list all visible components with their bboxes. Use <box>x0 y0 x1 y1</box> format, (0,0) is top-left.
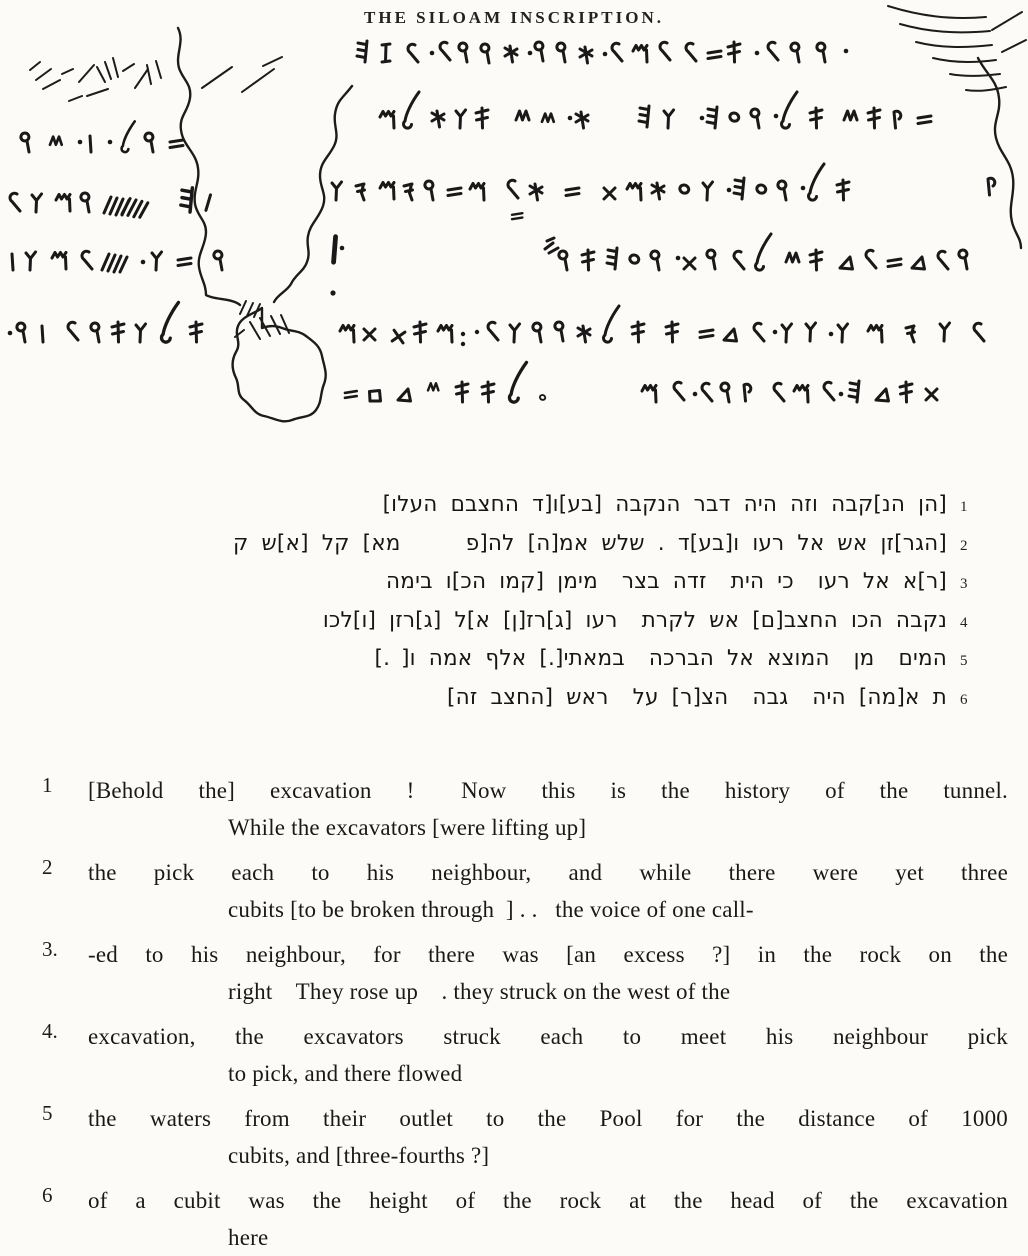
translation-item-4 <box>38 1018 1008 1092</box>
word-divider-dots <box>8 49 849 397</box>
translation-item-5 <box>38 1100 1008 1174</box>
line-number: 2 <box>960 537 968 554</box>
translation-line-main: of a cubit was the height of the rock at the head of the excavation <box>88 1188 1008 1213</box>
line-number: 6 <box>960 691 968 708</box>
hebrew-line-4 <box>60 608 980 647</box>
hebrew-line-5 <box>60 646 980 685</box>
translation-item-2 <box>38 854 1008 928</box>
translation-item-1 <box>38 772 1008 846</box>
translation-line-continuation: cubits [to be broken through ] . . the voice of one call- <box>228 897 754 922</box>
hebrew-text: [הן הנ]קבה וזה היה דבר הנקבה [בע]ו[ד החצבם העלו] <box>382 492 947 517</box>
hebrew-line-2 <box>60 531 980 570</box>
line-number: 3 <box>960 576 968 592</box>
hebrew-line-6 <box>60 685 980 724</box>
translation-line-continuation: to pick, and there flowed <box>228 1061 463 1086</box>
translation-line-main: -ed to his neighbour, for there was [an excess ?] in the rock on the <box>88 942 1008 967</box>
facsimile-drawing <box>0 0 1028 462</box>
crack-lines <box>30 6 1026 421</box>
translation-item-6 <box>38 1182 1008 1256</box>
translation-line-continuation: right They rose up . they struck on the west of the <box>228 979 731 1004</box>
hebrew-text: ת א[מה] היה גבה הצ[ר] על ראש [החצב זה] <box>447 684 947 710</box>
hebrew-line-3 <box>60 569 980 608</box>
item-number: 5 <box>42 1101 53 1125</box>
translation-line-main: the pick each to his neighbour, and while there were yet three <box>88 860 1008 885</box>
translation-line-main: [Behold the] excavation ! Now this is the history of the tunnel. <box>88 778 1008 803</box>
item-number: 2 <box>42 855 53 879</box>
item-number: 1 <box>42 773 53 797</box>
page-title: THE SILOAM INSCRIPTION. <box>364 8 664 27</box>
item-number: 4. <box>42 1019 58 1043</box>
line-number: 1 <box>960 499 968 515</box>
hebrew-text: נקבה הכו החצב[ם] אש לקרת רעו [ג]רז[ן] א]ל [ג]רזן [ו]לכו <box>322 607 947 633</box>
hebrew-text: המים מן המוצא אל הברכה במאתי[.] אלף אמה ו[ .] <box>374 646 947 671</box>
translation-line-continuation: While the excavators [were lifting up] <box>228 815 587 840</box>
paleo-hebrew-glyphs <box>10 41 995 402</box>
translation-line-continuation: cubits, and [three-fourths ?] <box>228 1143 490 1168</box>
line-number: 4 <box>960 614 968 631</box>
line-number: 5 <box>960 653 968 669</box>
translation-line-main: the waters from their outlet to the Pool for the distance of 1000 <box>88 1106 1008 1131</box>
item-number: 6 <box>42 1183 53 1207</box>
hebrew-text: [הגר]זן אש אל רעו ו[בע]ד . שלש אמ[ה] לה[פ מא] קל [א]ש ק <box>233 530 947 556</box>
item-number: 3. <box>42 937 58 961</box>
hebrew-transcription-section <box>60 492 980 723</box>
translation-item-3 <box>38 936 1008 1010</box>
translation-line-continuation: here <box>228 1225 269 1250</box>
english-translation-section <box>38 772 1008 1256</box>
hebrew-line-1 <box>60 492 980 531</box>
translation-line-main: excavation, the excavators struck each to meet his neighbour pick <box>88 1024 1008 1049</box>
hebrew-text: [ר]א אל רעו כי הית זדה בצר מימן [קמו הכ]ו בימה <box>386 569 947 594</box>
